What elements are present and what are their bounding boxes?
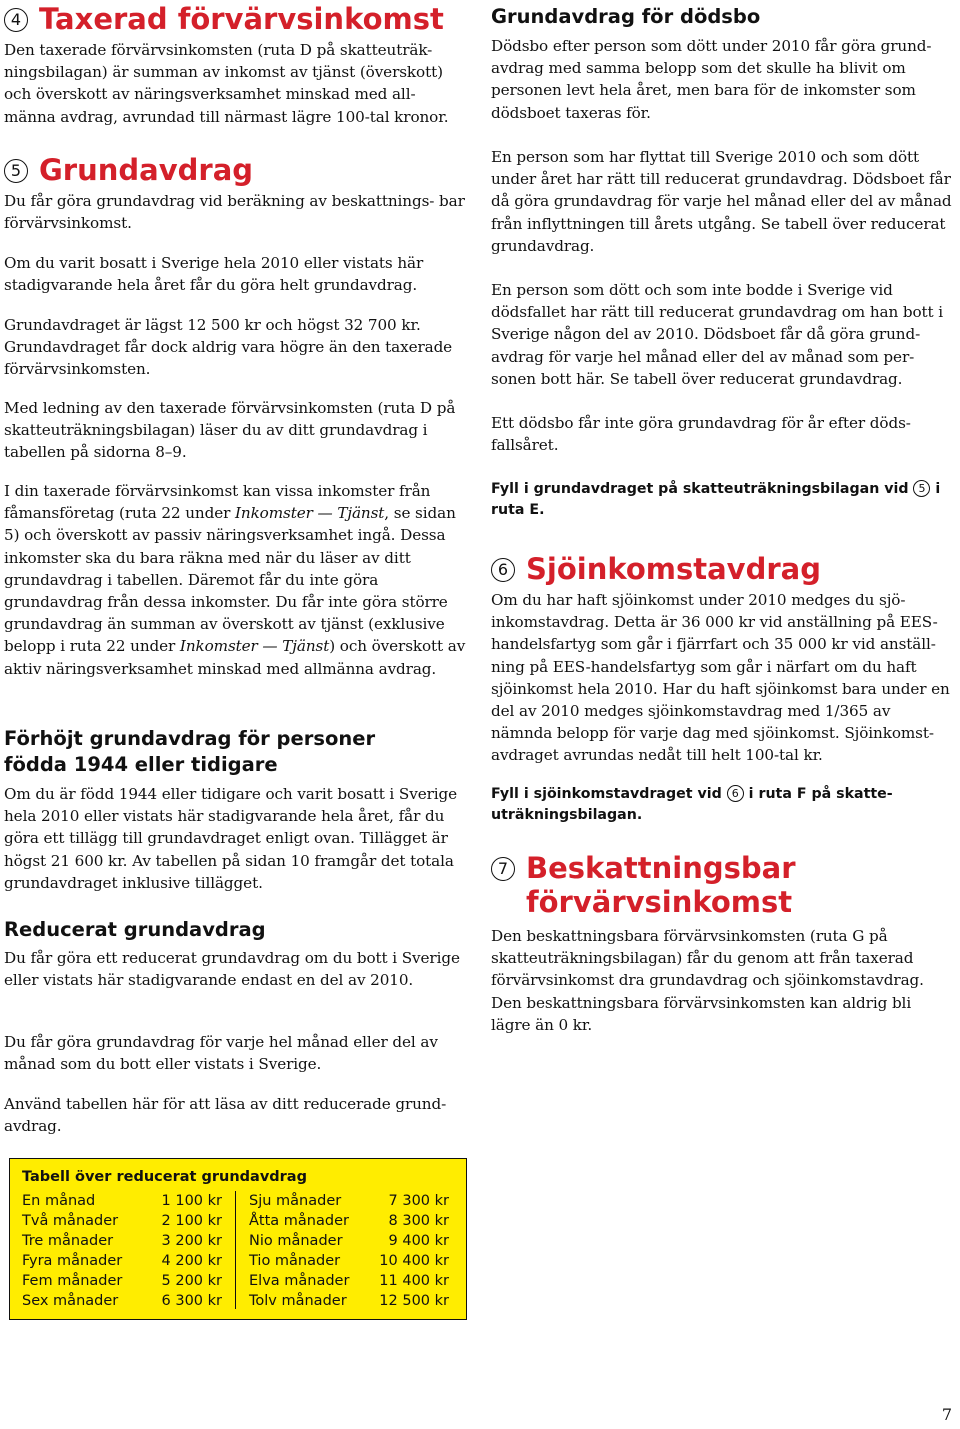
- table-cell-label: Tolv månader: [249, 1293, 347, 1310]
- table-cell-value: 11 400 kr: [379, 1273, 449, 1290]
- text-run: i ruta E.: [491, 481, 941, 518]
- table-row: [249, 1231, 449, 1251]
- text-run: ) och överskott av aktiv näringsverksamhet minskad med allmänna avdrag.: [4, 637, 466, 678]
- subheading-forhojt: [4, 726, 375, 778]
- table-row: [249, 1251, 449, 1271]
- paragraph: En person som har flyttat till Sverige 2010 och som dött under året har rätt till reducerat grundavdrag. Dödsboet får då göra grundavdrag för varje hel månad eller del av månad från inflyttningen till årets utgång. Se tabell över reducerat grundavdrag.: [491, 148, 952, 255]
- paragraph: Om du varit bosatt i Sverige hela 2010 eller vistats här stadigvarande hela året får du göra helt grundavdrag.: [4, 254, 424, 295]
- subheading-line: Förhöjt grundavdrag för personer: [4, 727, 376, 750]
- text-run: , se sidan 5) och överskott av passiv näringsverksamhet ingå. Dessa inkomster ska du bara räkna med när du läser av ditt grundavdrag i tabellen. Däremot får du inte göra grundavdrag från dessa inkomster. Du får inte göra större grundavdrag än summan av överskott av tjänst (exklusive belopp i ruta 22 under: [4, 504, 456, 656]
- table-cell-label: Sju månader: [249, 1193, 342, 1209]
- table-cell-value: 8 300 kr: [388, 1213, 449, 1230]
- section-title: [526, 851, 796, 919]
- paragraph: Dödsbo efter person som dött under 2010 får göra grund- avdrag med samma belopp som det skulle ha blivit om personen levt hela året, men bara för de inkomster som dödsboet taxeras för.: [491, 37, 932, 122]
- text-run: I din taxerade förvärvsinkomst kan vissa inkomster från fåmansföretag (ruta 22 under: [4, 482, 431, 523]
- table-row: [249, 1291, 449, 1311]
- instruction-fill-in: [491, 784, 953, 826]
- table-cell-label: Nio månader: [249, 1233, 343, 1250]
- section-title: Grundavdrag: [39, 153, 254, 187]
- table-cell-label: Fyra månader: [22, 1253, 123, 1270]
- paragraph: Grundavdraget är lägst 12 500 kr och högst 32 700 kr. Grundavdraget får dock aldrig vara högre än den taxerade förvärvsinkomsten.: [4, 316, 453, 379]
- table-column-months-1-6: [22, 1191, 222, 1312]
- paragraph: Du får göra ett reducerat grundavdrag om du bott i Sverige eller vistats här stadigvarande endast en del av 2010.: [4, 949, 460, 990]
- table-row: [22, 1231, 222, 1251]
- table-cell-value: 7 300 kr: [388, 1193, 449, 1209]
- section-number-badge: 7: [491, 857, 515, 881]
- paragraph: Med ledning av den taxerade förvärvsinkomsten (ruta D på skatteuträkningsbilagan) läser du av ditt grundavdrag i tabellen på sidorna 8–9.: [4, 399, 456, 462]
- section-title: Sjöinkomstavdrag: [526, 552, 821, 586]
- paragraph: Om du är född 1944 eller tidigare och varit bosatt i Sverige hela 2010 eller vistats här stadigvarande hela året, får du göra ett tillägg till grundavdraget enligt ovan. Tillägget är högst 21 600 kr. Av tabellen på sidan 10 framgår det totala grundavdraget inklusive tillägget.: [4, 785, 458, 892]
- section-number-badge: 5: [4, 159, 28, 183]
- table-cell-label: Elva månader: [249, 1273, 350, 1290]
- table-row: [249, 1191, 449, 1211]
- paragraph: En person som dött och som inte bodde i Sverige vid dödsfallet har rätt till reducerat grundavdrag om han bott i Sverige någon del av 2010. Dödsboet får då göra grund- avdrag för varje hel månad eller del av månad som per- sonen bott här. Se tabell över reducerat grundavdrag.: [491, 281, 944, 388]
- inline-number-badge: 6: [727, 785, 744, 802]
- table-cell-label: Tio månader: [249, 1253, 341, 1270]
- paragraph: Den taxerade förvärvsinkomsten (ruta D på skatteuträk- ningsbilagan) är summan av inkomst av tjänst (överskott) och överskott av näringsverksamhet minskad med all- männa avdrag, avrundad till närmast lägre 100-tal kronor.: [4, 41, 449, 126]
- table-cell-label: Åtta månader: [249, 1213, 349, 1230]
- table-row: [249, 1211, 449, 1231]
- table-row: [22, 1191, 222, 1211]
- table-row: [22, 1291, 222, 1311]
- table-cell-label: Fem månader: [22, 1273, 123, 1290]
- table-cell-label: Två månader: [22, 1213, 119, 1230]
- section-number-badge: 6: [491, 558, 515, 582]
- text-run: Fyll i sjöinkomstavdraget vid: [491, 786, 727, 802]
- section-title-line: förvärvsinkomst: [526, 885, 793, 919]
- table-cell-value: 9 400 kr: [388, 1233, 449, 1250]
- table-cell-value: 5 200 kr: [161, 1273, 222, 1290]
- section-title: Taxerad förvärvsinkomst: [39, 2, 444, 36]
- paragraph: Du får göra grundavdrag för varje hel månad eller del av månad som du bott eller vistats i Sverige.: [4, 1033, 438, 1074]
- table-divider: [235, 1191, 236, 1309]
- table-cell-label: Sex månader: [22, 1293, 119, 1310]
- table-column-months-7-12: [249, 1191, 449, 1312]
- paragraph: Om du har haft sjöinkomst under 2010 medges du sjö- inkomstavdrag. Detta är 36 000 kr vid anställning på EES- handelsfartyg som går i fjärrfart och 35 000 kr vid anställ- ning på EES-handelsfartyg som går i närfart om du haft sjöinkomst hela 2010. Har du haft sjöinkomst bara under en del av 2010 medges sjöinkomstavdrag med 1/365 av nämnda belopp för varje dag med sjöinkomst. Sjöinkomst- avdraget avrundas nedåt till helt 100-tal kr.: [491, 591, 950, 765]
- table-cell-value: 2 100 kr: [161, 1213, 222, 1230]
- section-number-badge: 4: [4, 8, 28, 32]
- subheading-line: födda 1944 eller tidigare: [4, 753, 278, 776]
- table-cell-value: 3 200 kr: [161, 1233, 222, 1250]
- table-cell-value: 6 300 kr: [161, 1293, 222, 1310]
- table-cell-label: Tre månader: [22, 1233, 114, 1250]
- page-number: 7: [941, 1405, 952, 1424]
- paragraph: Ett dödsbo får inte göra grundavdrag för år efter döds- fallsåret.: [491, 414, 911, 455]
- section-4-heading: [4, 2, 444, 36]
- table-cell-value: 10 400 kr: [379, 1253, 449, 1270]
- paragraph: Använd tabellen här för att läsa av ditt reducerade grund- avdrag.: [4, 1095, 447, 1136]
- table-cell-value: 1 100 kr: [161, 1193, 222, 1209]
- reduced-deduction-table: [9, 1158, 467, 1320]
- table-cell-value: 12 500 kr: [379, 1293, 449, 1310]
- section-6-heading: [491, 552, 821, 586]
- text-run: Fyll i grundavdraget på skatteuträkningsbilagan vid: [491, 481, 914, 497]
- table-title: Tabell över reducerat grundavdrag: [22, 1169, 307, 1185]
- table-row: [22, 1271, 222, 1291]
- section-5-heading: [4, 153, 253, 187]
- text-run: i ruta F på skatte- uträkningsbilagan.: [491, 786, 893, 823]
- table-cell-value: 4 200 kr: [161, 1253, 222, 1270]
- italic-text: Inkomster — Tjänst: [179, 637, 330, 656]
- paragraph: Du får göra grundavdrag vid beräkning av beskattnings- bar förvärvsinkomst.: [4, 192, 465, 233]
- paragraph: [4, 480, 467, 680]
- instruction-fill-in: [491, 479, 953, 521]
- table-row: [22, 1211, 222, 1231]
- section-title-line: Beskattningsbar: [526, 851, 796, 885]
- italic-text: Inkomster — Tjänst: [235, 504, 385, 523]
- section-7-heading: [491, 851, 796, 919]
- table-cell-label: En månad: [22, 1193, 96, 1209]
- table-row: [249, 1271, 449, 1291]
- subheading-reducerat: Reducerat grundavdrag: [4, 918, 266, 941]
- inline-number-badge: 5: [913, 480, 930, 497]
- subheading-dodsbo: Grundavdrag för dödsbo: [491, 5, 761, 28]
- table-row: [22, 1251, 222, 1271]
- paragraph: Den beskattningsbara förvärvsinkomsten (ruta G på skatteuträkningsbilagan) får du genom att från taxerad förvärvsinkomst dra grundavdrag och sjöinkomstavdrag. Den beskattningsbara förvärvsinkomsten kan aldrig bli lägre än 0 kr.: [491, 927, 924, 1034]
